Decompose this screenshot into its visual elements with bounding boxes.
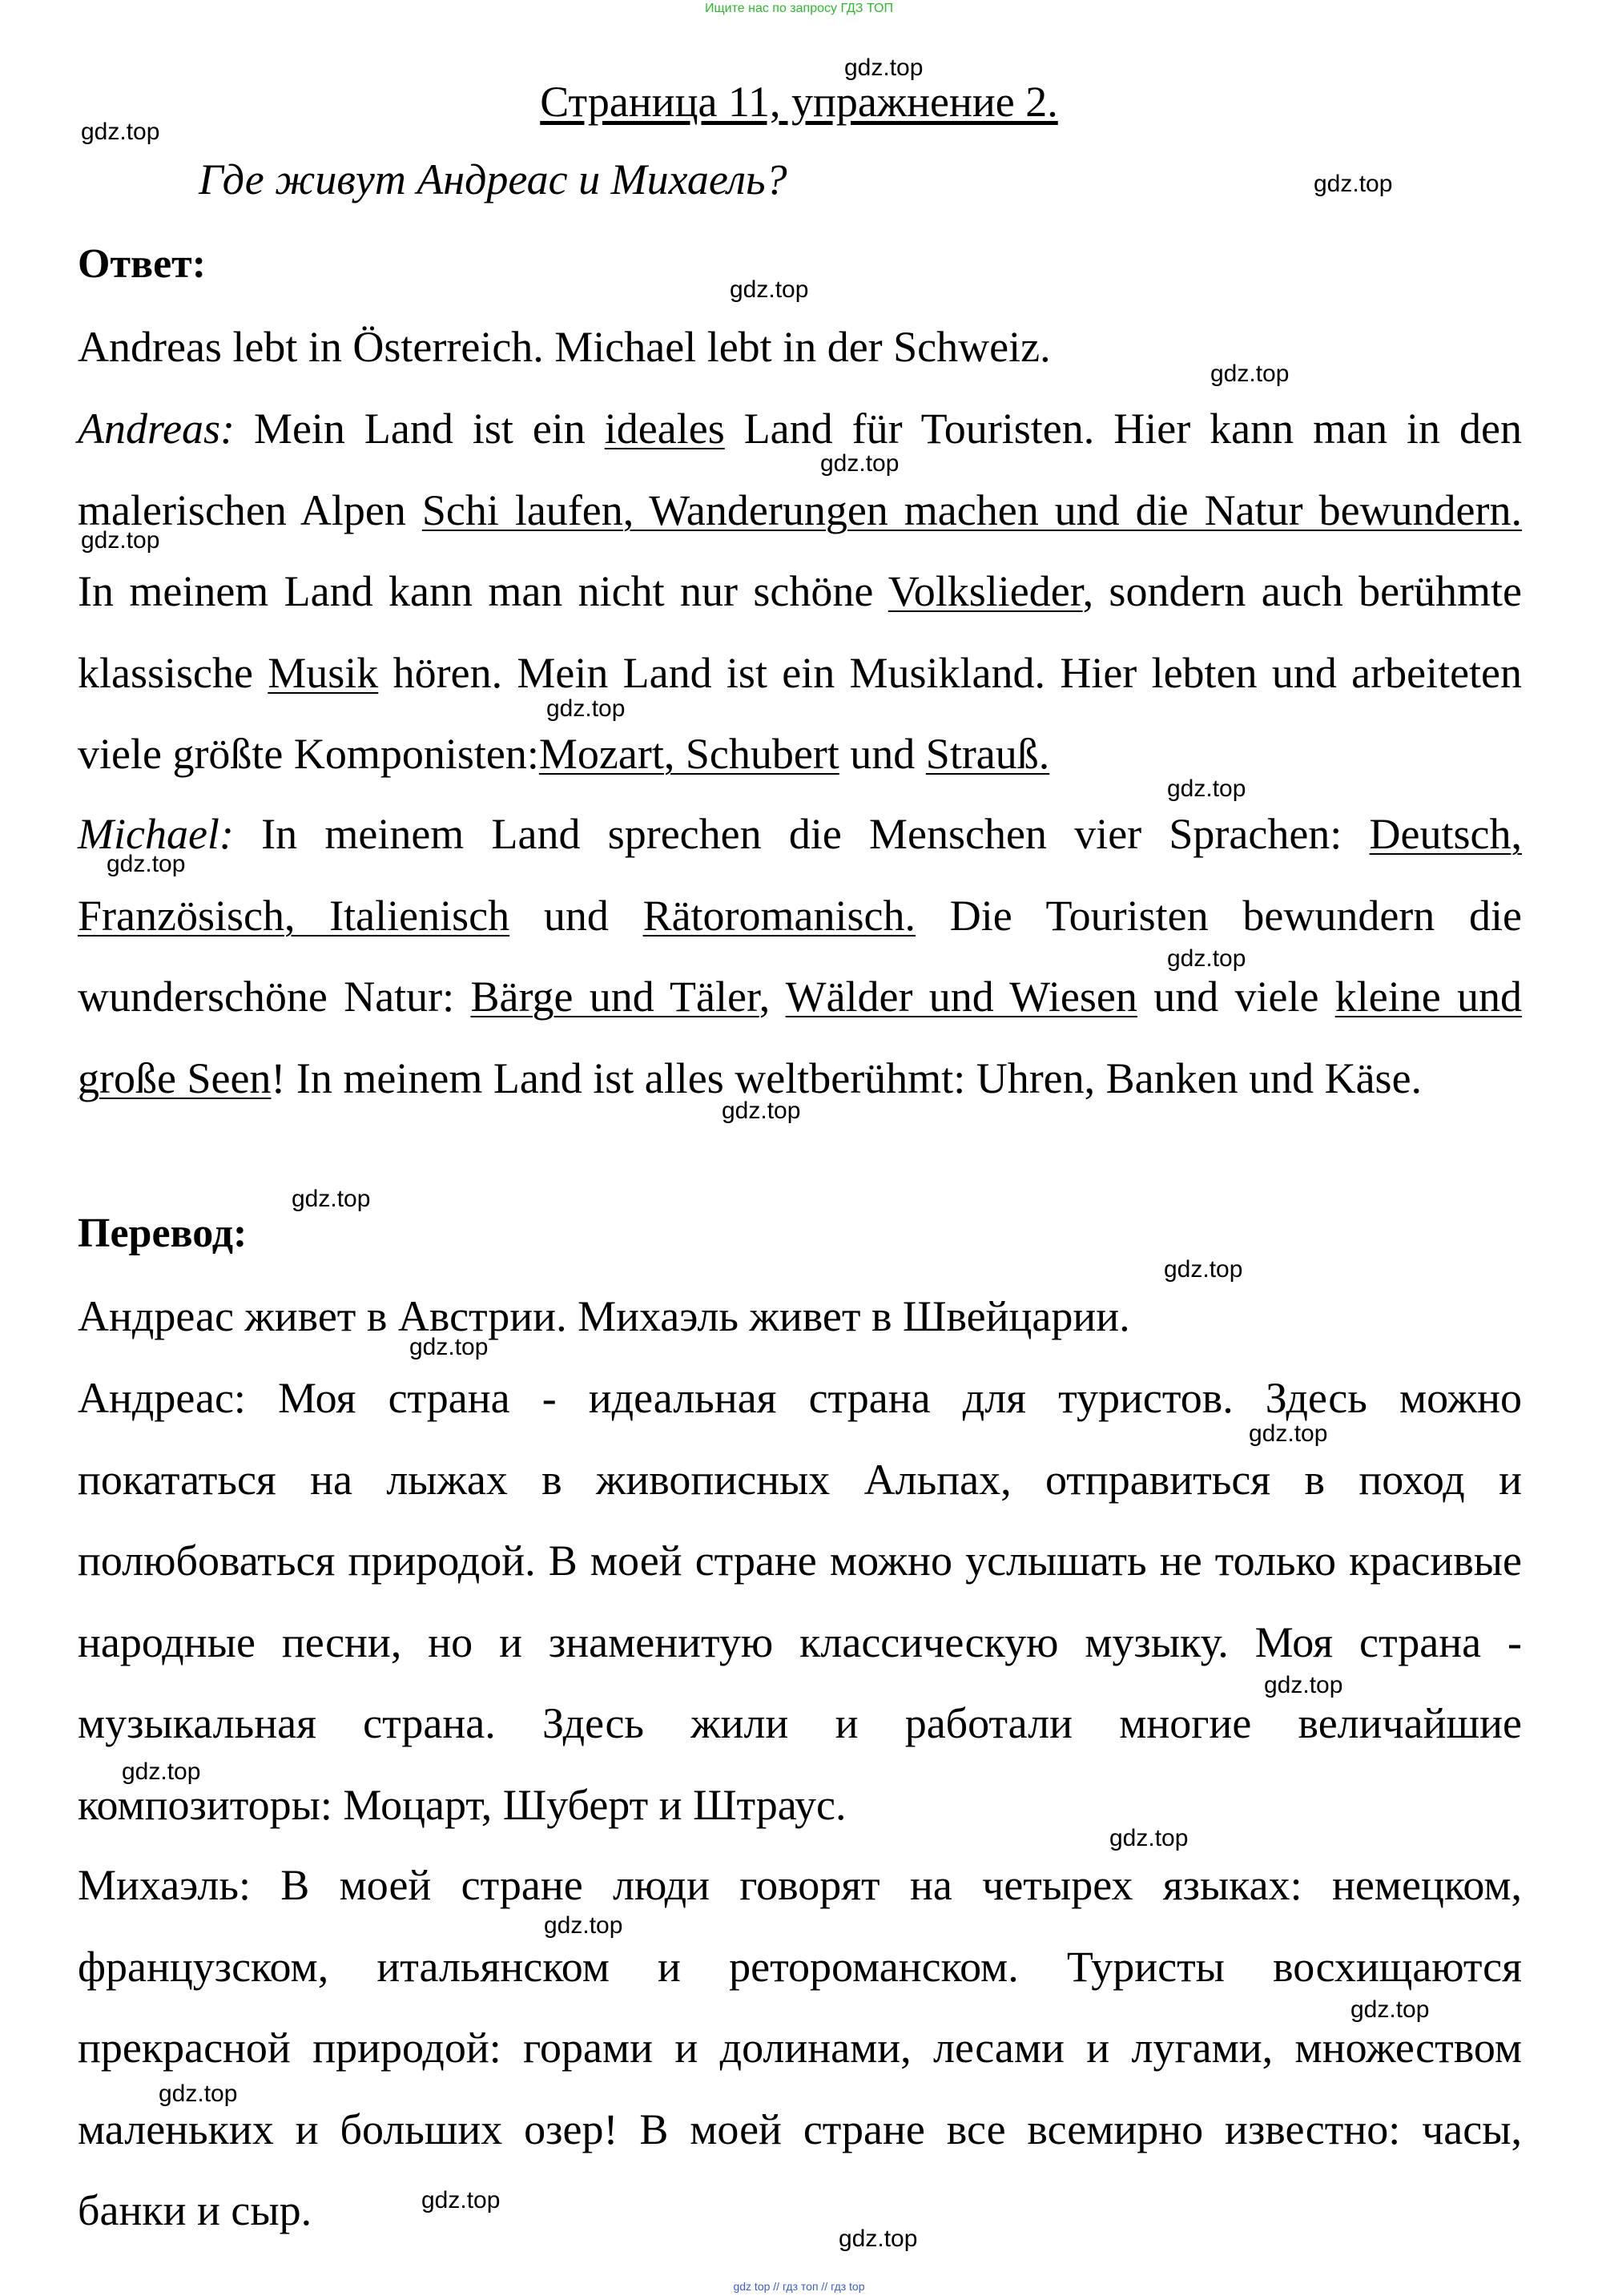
answer-andreas-paragraph — [78, 389, 1522, 796]
watermark: gdz.top — [159, 2080, 238, 2107]
underlined-phrase: Bärge und Täler — [470, 973, 759, 1021]
watermark: gdz.top — [107, 851, 186, 877]
underlined-phrase: Volkslieder — [888, 567, 1083, 615]
page-title: Страница 11, упражнение 2. — [540, 78, 1058, 126]
speaker-andreas: Andreas: — [78, 405, 235, 453]
watermark: gdz.top — [1167, 775, 1246, 802]
underlined-phrase: Deutsch, Französisch, Italienisch — [78, 810, 1522, 940]
watermark: gdz.top — [81, 527, 160, 554]
watermark: gdz.top — [1350, 1996, 1430, 2023]
watermark: gdz.top — [409, 1334, 489, 1360]
watermark: gdz.top — [722, 1098, 801, 1124]
text-segment: hören. Mein Land ist ein Musikland. Hier lebten und arbeiteten viele größte Komponisten: — [78, 648, 1523, 778]
underlined-phrase: Schi laufen, Wanderungen machen und die Natur bewundern. — [421, 485, 1522, 534]
underlined-phrase: Strauß. — [925, 730, 1050, 778]
watermark: gdz.top — [844, 54, 924, 81]
watermark: gdz.top — [421, 2187, 501, 2213]
text-segment: ! In meinem Land ist alles weltberühmt: Uhren, Banken und Käse. — [271, 1053, 1423, 1102]
underlined-phrase: kleine und große Seen — [78, 973, 1522, 1102]
underlined-phrase: Mozart, Schubert — [538, 730, 839, 778]
text-segment: und — [839, 730, 926, 778]
translation-andreas-paragraph: Андреас: Моя страна - идеальная страна для туристов. Здесь можно покататься на лыжах в живописных Альпах, отправиться в поход и полюбоваться природой. В моей стране можно услышать не только красивые народные песни, но и знаменитую классическую музыку. Моя страна - музыкальная страна. Здесь жили и работали многие величайшие композиторы: Моцарт, Шуберт и Штраус. — [78, 1374, 1522, 1829]
underlined-phrase: Rätoromanisch. — [642, 891, 916, 940]
watermark: gdz.top — [730, 276, 809, 303]
watermark: gdz.top — [1314, 171, 1393, 197]
translation-summary: Андреас живет в Австрии. Михаэль живет в Швейцарии. — [78, 1292, 1130, 1340]
watermark: gdz.top — [839, 2226, 918, 2252]
underlined-phrase: Musik — [268, 648, 379, 697]
text-segment: In meinem Land kann man nicht nur schöne — [78, 567, 888, 615]
watermark: gdz.top — [1264, 1672, 1343, 1698]
answer-heading: Ответ: — [78, 241, 207, 287]
watermark: gdz.top — [1167, 945, 1246, 972]
translation-heading: Перевод: — [78, 1210, 248, 1256]
watermark: gdz.top — [122, 1758, 201, 1785]
exercise-question: Где живут Андреас и Михаель? — [199, 155, 787, 203]
top-note: Ищите нас по запросу ГДЗ ТОП — [705, 2, 893, 15]
text-segment: Die Touristen bewundern die wunderschöne Natur: — [78, 891, 1522, 1021]
underlined-phrase: Wälder und Wiesen — [785, 973, 1137, 1021]
answer-michael-paragraph — [78, 794, 1522, 1119]
watermark: gdz.top — [1210, 361, 1290, 387]
underlined-phrase: ideales — [604, 405, 725, 453]
watermark: gdz.top — [1249, 1420, 1328, 1447]
watermark: gdz.top — [544, 1912, 623, 1939]
watermark: gdz.top — [820, 450, 900, 477]
text-segment: und — [509, 891, 643, 940]
answer-summary: Andreas lebt in Österreich. Michael lebt in der Schweiz. — [78, 323, 1051, 371]
watermark: gdz.top — [81, 119, 160, 145]
text-segment: , sondern auch berühmte klassische — [78, 567, 1523, 697]
text-segment: In meinem Land sprechen die Menschen vier Sprachen: — [233, 810, 1370, 858]
footer-note: gdz top // гдз топ // гдз top — [733, 2280, 865, 2293]
translation-michael-paragraph: Михаэль: В моей стране люди говорят на четырех языках: немецком, французском, итальянском и ретороманском. Туристы восхищаются прекрасной природой: горами и долинами, лесами и лугами, множеством маленьких и больших озер! В моей стране все всемирно известно: часы, банки и сыр. — [78, 1861, 1522, 2234]
text-segment: und viele — [1137, 973, 1335, 1021]
watermark: gdz.top — [1109, 1825, 1189, 1851]
watermark: gdz.top — [292, 1186, 371, 1212]
text-segment: , — [759, 973, 786, 1021]
watermark: gdz.top — [546, 695, 626, 722]
text-segment: Land für Touristen. Hier kann man in den malerischen Alpen — [78, 405, 1522, 534]
watermark: gdz.top — [1164, 1256, 1243, 1283]
speaker-michael: Michael: — [78, 810, 234, 858]
text-segment: Mein Land ist ein — [234, 405, 605, 453]
